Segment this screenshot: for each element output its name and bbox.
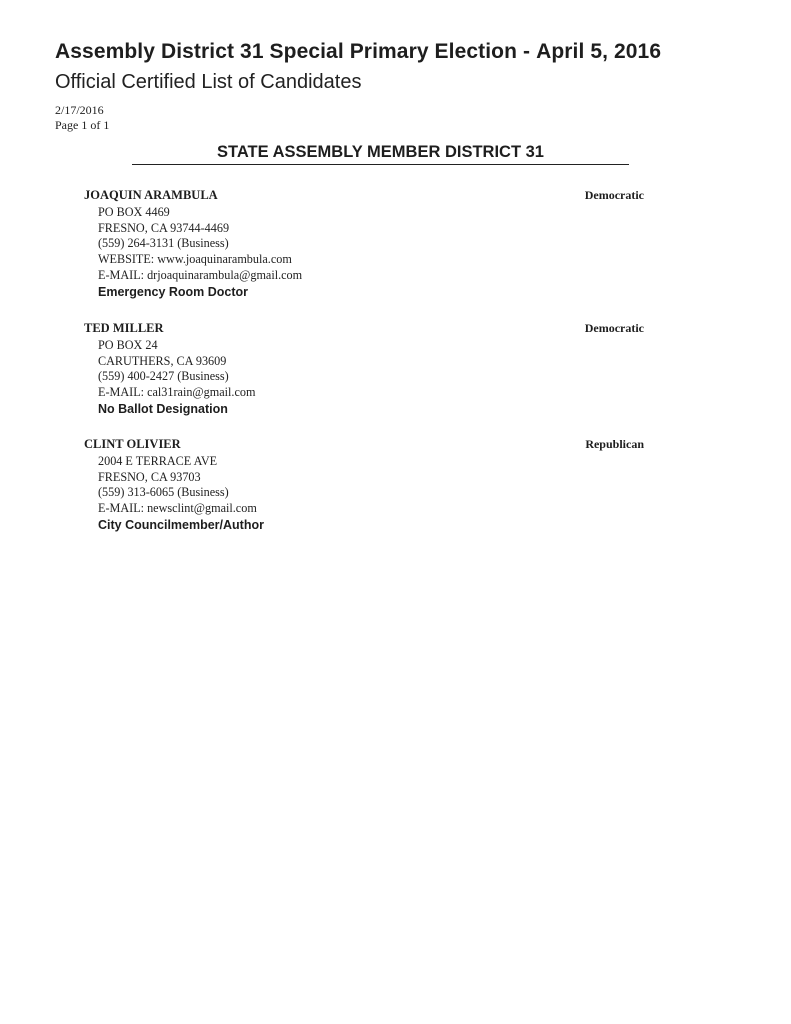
candidate-email: E-MAIL: drjoaquinarambula@gmail.com (98, 267, 303, 282)
candidate-details (98, 338, 654, 417)
candidate-address-line1: PO BOX 4469 (98, 205, 170, 219)
candidate-address-line1: 2004 E TERRACE AVE (98, 454, 218, 468)
candidate-phone: (559) 264-3131 (Business) (98, 236, 229, 251)
candidate-name: JOAQUIN ARAMBULA (84, 188, 218, 202)
section-heading: STATE ASSEMBLY MEMBER DISTRICT 31 (217, 143, 544, 161)
page-number: Page 1 of 1 (55, 118, 110, 132)
candidate-entry (84, 188, 654, 300)
page-subtitle: Official Certified List of Candidates (55, 71, 362, 93)
candidate-designation: City Councilmember/Author (98, 517, 264, 532)
candidate-email: E-MAIL: newsclint@gmail.com (98, 501, 257, 516)
candidate-designation: No Ballot Designation (98, 401, 228, 416)
election-date: April 5, 2016 (536, 40, 662, 63)
candidate-address-line2: FRESNO, CA 93703 (98, 469, 201, 484)
candidate-party: Republican (585, 437, 644, 451)
candidate-details (98, 454, 654, 533)
candidate-designation: Emergency Room Doctor (98, 284, 249, 299)
candidate-phone: (559) 313-6065 (Business) (98, 485, 229, 500)
election-title: Assembly District 31 Special Primary Election - (55, 40, 531, 63)
page-title (55, 40, 661, 64)
candidate-details (98, 205, 654, 300)
section-divider (132, 164, 629, 165)
candidate-email: E-MAIL: cal31rain@gmail.com (98, 385, 256, 400)
candidate-website: WEBSITE: www.joaquinarambula.com (98, 252, 292, 267)
candidate-entry (84, 437, 654, 533)
candidate-name: CLINT OLIVIER (84, 437, 181, 451)
candidate-address-line1: PO BOX 24 (98, 338, 158, 352)
candidate-name: TED MILLER (84, 321, 164, 335)
report-date: 2/17/2016 (55, 103, 104, 117)
candidate-party: Democratic (584, 188, 644, 202)
candidate-entry (84, 321, 654, 417)
candidate-phone: (559) 400-2427 (Business) (98, 369, 229, 384)
candidate-party: Democratic (584, 321, 644, 335)
candidate-address-line2: CARUTHERS, CA 93609 (98, 353, 227, 368)
candidate-address-line2: FRESNO, CA 93744-4469 (98, 220, 230, 235)
